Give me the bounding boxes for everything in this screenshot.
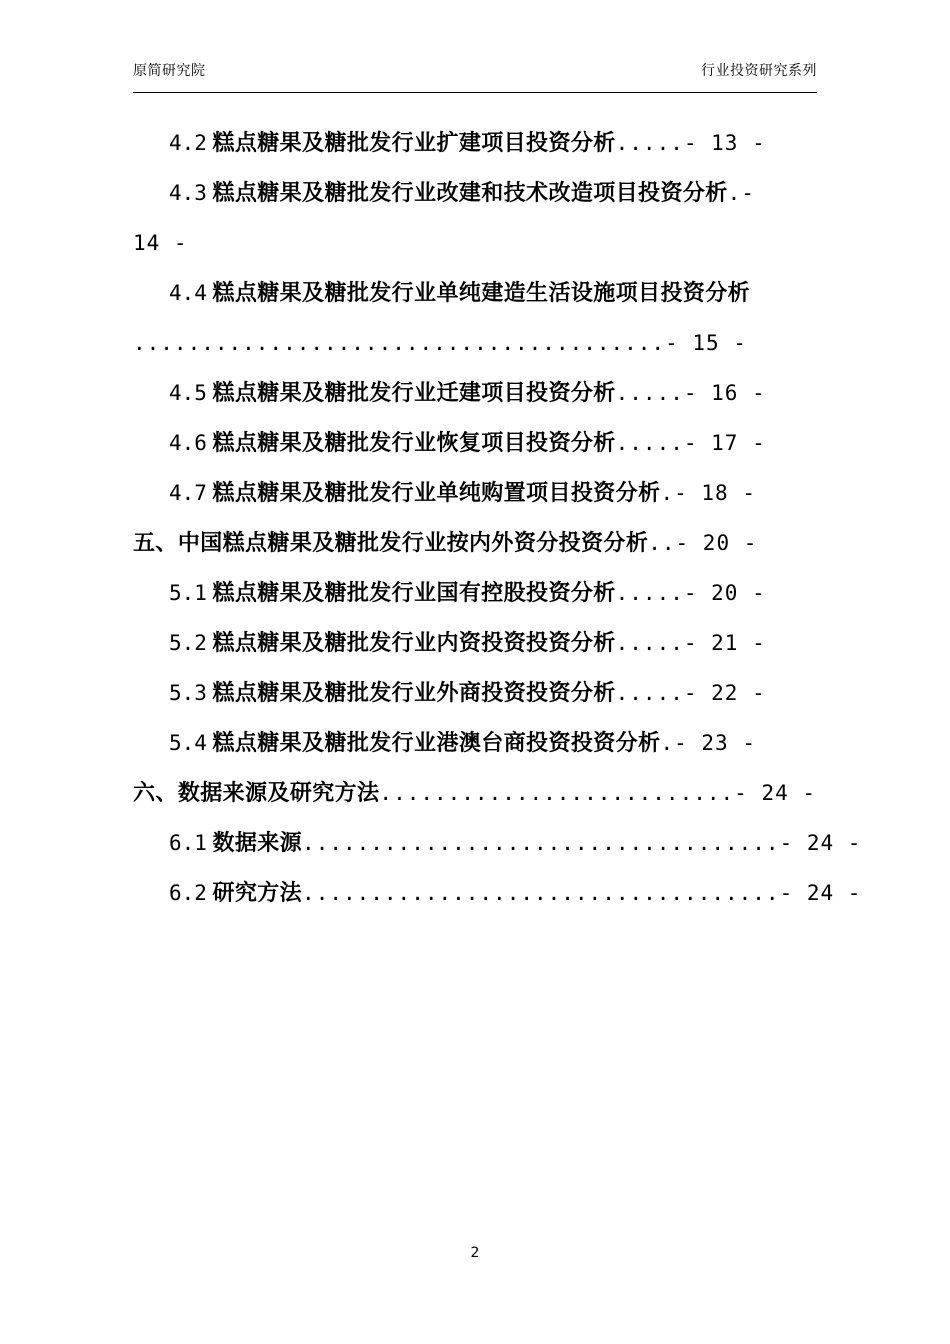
toc-entry-page: - 24 - <box>779 881 862 905</box>
toc-entry-continuation-text: 14 - <box>133 231 188 255</box>
toc-entry-dots: ..... <box>615 681 684 705</box>
toc-entry-continuation-text: .......................................- 15 - <box>133 331 747 355</box>
toc-entry[interactable] <box>133 668 823 718</box>
toc-entry-title: 糕点糖果及糖批发行业迁建项目投资分析 <box>212 380 616 406</box>
toc-entry-continuation <box>133 318 823 368</box>
toc-entry-title: 糕点糖果及糖批发行业内资投资投资分析 <box>212 630 616 656</box>
toc-entry-title: 中国糕点糖果及糖批发行业按内外资分投资分析 <box>177 530 649 556</box>
toc-entry-number: 4.2 <box>169 131 207 155</box>
toc-entry[interactable] <box>133 718 823 768</box>
toc-entry-dots: . <box>727 181 742 205</box>
toc-entry[interactable] <box>133 818 862 868</box>
toc-entry[interactable] <box>133 618 823 668</box>
toc-entry-title: 研究方法 <box>212 880 303 906</box>
toc-entry-title: 糕点糖果及糖批发行业恢复项目投资分析 <box>212 430 616 456</box>
toc-entry-number: 5.1 <box>169 581 207 605</box>
toc-entry-number: 4.5 <box>169 381 207 405</box>
toc-entry-title: 糕点糖果及糖批发行业国有控股投资分析 <box>212 580 616 606</box>
table-of-contents <box>133 118 862 918</box>
toc-entry-page: - 22 - <box>683 681 766 705</box>
toc-entry-title: 糕点糖果及糖批发行业港澳台商投资投资分析 <box>212 730 661 756</box>
toc-entry-title: 糕点糖果及糖批发行业单纯购置项目投资分析 <box>212 480 661 506</box>
toc-entry[interactable] <box>133 868 862 918</box>
toc-entry-title: 糕点糖果及糖批发行业扩建项目投资分析 <box>212 130 616 156</box>
toc-entry-number: 5.2 <box>169 631 207 655</box>
toc-entry[interactable] <box>133 468 823 518</box>
toc-entry-page: - 24 - <box>779 831 862 855</box>
toc-entry[interactable] <box>133 518 823 568</box>
toc-entry[interactable] <box>133 268 823 318</box>
toc-entry-number: 4.3 <box>169 181 207 205</box>
toc-entry-dots: ..... <box>615 431 684 455</box>
toc-entry-number: 4.7 <box>169 481 207 505</box>
toc-entry-page: - <box>741 181 755 205</box>
toc-entry-number: 五、 <box>133 530 178 556</box>
toc-entry-number: 5.3 <box>169 681 207 705</box>
header-right-text: 行业投资研究系列 <box>701 63 817 79</box>
toc-entry[interactable] <box>133 568 823 618</box>
toc-entry-dots: ..... <box>615 131 684 155</box>
toc-entry-page: - 24 - <box>734 781 817 805</box>
toc-entry-number: 6.1 <box>169 831 207 855</box>
toc-entry-dots: ..... <box>615 631 684 655</box>
toc-entry-dots: ................................... <box>302 831 780 855</box>
toc-entry-page: - 17 - <box>683 431 766 455</box>
toc-entry-page: - 18 - <box>674 481 756 505</box>
toc-entry-number: 4.6 <box>169 431 207 455</box>
footer-page-number: 2 <box>470 1245 480 1261</box>
toc-entry-number: 4.4 <box>169 281 207 305</box>
toc-entry[interactable] <box>133 168 823 218</box>
toc-entry[interactable] <box>133 418 823 468</box>
toc-entry-title: 数据来源及研究方法 <box>177 780 380 806</box>
toc-entry-number: 六、 <box>133 780 178 806</box>
toc-entry[interactable] <box>133 118 823 168</box>
toc-entry-page: - 16 - <box>683 381 766 405</box>
toc-entry-number: 6.2 <box>169 881 207 905</box>
toc-entry-continuation <box>133 218 823 268</box>
toc-entry[interactable] <box>133 368 823 418</box>
toc-entry-dots: ..... <box>615 381 684 405</box>
page-footer <box>0 1245 950 1261</box>
toc-entry-page: - 13 - <box>683 131 766 155</box>
toc-entry-title: 糕点糖果及糖批发行业单纯建造生活设施项目投资分析 <box>212 280 751 306</box>
toc-entry-page: - 23 - <box>674 731 756 755</box>
toc-entry-dots: . <box>660 481 675 505</box>
toc-entry-dots: ..... <box>615 581 684 605</box>
toc-entry-title: 糕点糖果及糖批发行业改建和技术改造项目投资分析 <box>212 180 728 206</box>
toc-entry-page: - 20 - <box>683 581 766 605</box>
toc-entry-dots: ................................... <box>302 881 780 905</box>
page-header <box>133 60 817 80</box>
toc-entry-number: 5.4 <box>169 731 207 755</box>
toc-entry-title: 数据来源 <box>212 830 303 856</box>
toc-entry-dots: . <box>660 731 675 755</box>
toc-entry-dots: .......................... <box>379 781 735 805</box>
toc-entry-page: - 20 - <box>675 531 758 555</box>
toc-entry[interactable] <box>133 768 823 818</box>
toc-entry-page: - 21 - <box>683 631 766 655</box>
toc-entry-title: 糕点糖果及糖批发行业外商投资投资分析 <box>212 680 616 706</box>
toc-entry-dots: .. <box>648 531 676 555</box>
header-divider <box>133 92 817 93</box>
header-left-text: 原简研究院 <box>133 63 206 79</box>
